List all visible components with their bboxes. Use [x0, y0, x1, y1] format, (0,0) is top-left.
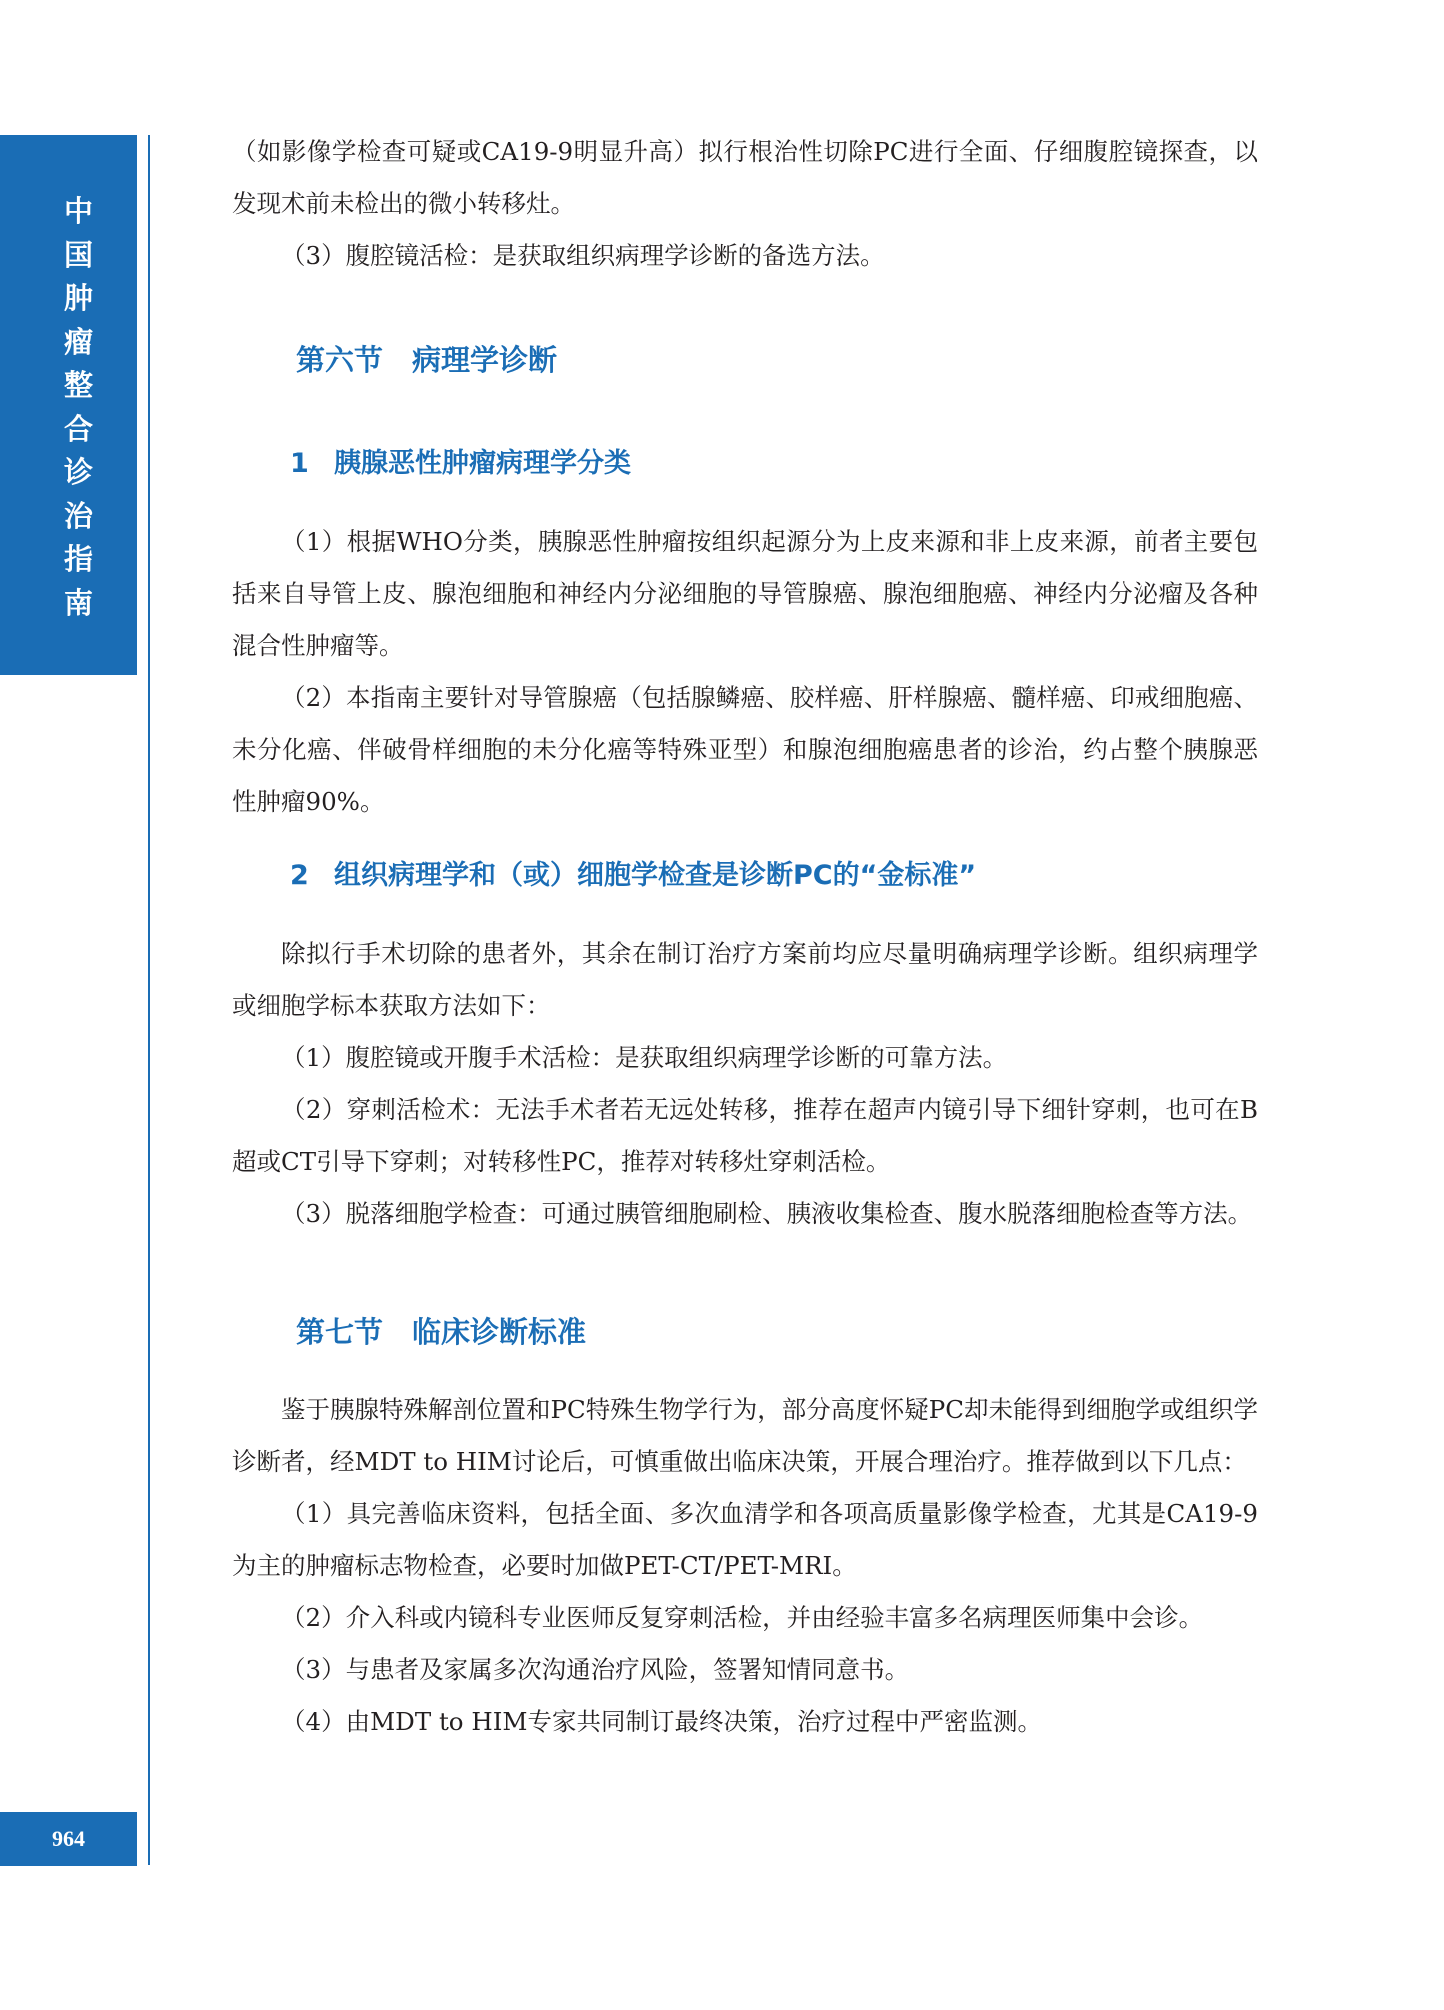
- paragraph: （2）介入科或内镜科专业医师反复穿刺活检，并由经验丰富多名病理医师集中会诊。: [281, 1603, 1204, 1632]
- page-number: 964: [52, 1826, 85, 1851]
- paragraph: 鉴于胰腺特殊解剖位置和PC特殊生物学行为，部分高度怀疑PC却未能得到细胞学或组织学诊断者，经MDT to HIM讨论后，可慎重做出临床决策，开展合理治疗。推荐做到以下几点：: [232, 1395, 1258, 1476]
- page-body: [232, 126, 1258, 1748]
- subsection-title: 组织病理学和（或）细胞学检查是诊断PC的“金标准”: [334, 860, 977, 891]
- paragraph: （4）由MDT to HIM专家共同制订最终决策，治疗过程中严密监测。: [281, 1707, 1042, 1736]
- paragraph: （1）腹腔镜或开腹手术活检：是获取组织病理学诊断的可靠方法。: [281, 1043, 1008, 1072]
- paragraph: （1）根据WHO分类，胰腺恶性肿瘤按组织起源分为上皮来源和非上皮来源，前者主要包括来自导管上皮、腺泡细胞和神经内分泌细胞的导管腺癌、腺泡细胞癌、神经内分泌瘤及各种混合性肿瘤等。: [232, 527, 1258, 660]
- subsection-heading: [232, 850, 1258, 902]
- subsection-number: 1: [290, 448, 309, 479]
- book-title-vertical: [0, 190, 157, 625]
- subsection-title: 胰腺恶性肿瘤病理学分类: [334, 448, 631, 479]
- margin-rule: [148, 135, 150, 1865]
- book-title-char: 诊: [63, 455, 93, 489]
- book-title-char: 中: [63, 194, 93, 228]
- book-title-char: 治: [63, 498, 93, 533]
- paragraph: （3）腹腔镜活检：是获取组织病理学诊断的备选方法。: [281, 241, 885, 270]
- paragraph: （3）与患者及家属多次沟通治疗风险，签署知情同意书。: [281, 1655, 910, 1684]
- section-heading: 第六节 病理学诊断: [296, 343, 558, 377]
- subsection-number: 2: [290, 860, 309, 891]
- paragraph: 除拟行手术切除的患者外，其余在制订治疗方案前均应尽量明确病理学诊断。组织病理学或细胞学标本获取方法如下：: [232, 939, 1258, 1020]
- book-title-char: 肿: [63, 281, 93, 315]
- page-number-box: [0, 1812, 137, 1866]
- book-title-char: 指: [63, 542, 93, 576]
- book-title-char: 南: [63, 585, 93, 620]
- paragraph: （2）本指南主要针对导管腺癌（包括腺鳞癌、胶样癌、肝样腺癌、髓样癌、印戒细胞癌、未分化癌、伴破骨样细胞的未分化癌等特殊亚型）和腺泡细胞癌患者的诊治，约占整个胰腺恶性肿瘤90%。: [232, 683, 1258, 816]
- book-title-char: 整: [63, 368, 93, 402]
- paragraph: （3）脱落细胞学检查：可通过胰管细胞刷检、胰液收集检查、腹水脱落细胞检查等方法。: [281, 1199, 1253, 1228]
- book-title-char: 瘤: [63, 324, 93, 359]
- paragraph: （如影像学检查可疑或CA19-9明显升高）拟行根治性切除PC进行全面、仔细腹腔镜探查，以发现术前未检出的微小转移灶。: [232, 137, 1258, 218]
- paragraph: （2）穿刺活检术：无法手术者若无远处转移，推荐在超声内镜引导下细针穿刺，也可在B超或CT引导下穿刺；对转移性PC，推荐对转移灶穿刺活检。: [232, 1095, 1258, 1176]
- book-title-char: 合: [63, 411, 93, 446]
- book-title-char: 国: [63, 237, 93, 272]
- paragraph: （1）具完善临床资料，包括全面、多次血清学和各项高质量影像学检查，尤其是CA19-9为主的肿瘤标志物检查，必要时加做PET-CT/PET-MRI。: [232, 1499, 1258, 1580]
- subsection-heading: [232, 438, 1258, 490]
- section-heading: 第七节 临床诊断标准: [296, 1315, 587, 1349]
